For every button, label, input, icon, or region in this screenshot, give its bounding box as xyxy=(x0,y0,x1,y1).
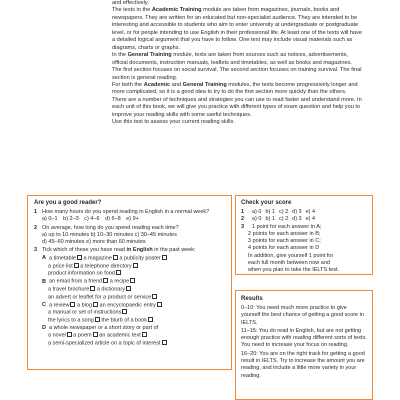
q2-options-line-2[interactable]: d) 45–60 minutes e) more than 60 minutes xyxy=(42,239,146,246)
checkbox[interactable] xyxy=(113,255,118,260)
checkbox[interactable] xyxy=(93,332,98,337)
question-1: 1 How many hours do you spend reading in English in a normal week? a) 0–1 b) 2–3 c) 4–6 d) 6–8 e) 9+ xyxy=(34,209,225,224)
q3-group-c-line-1: C a review a blog an encyclopaedic entry xyxy=(34,302,225,310)
score-line: 3 points for each answer in C; xyxy=(248,238,321,245)
intro-text xyxy=(112,0,362,127)
score-box xyxy=(235,195,373,275)
results-box xyxy=(235,290,373,400)
q3-group-b-line-1: B an email from a friend a recipe xyxy=(34,278,225,286)
intro-paragraph-4: There are a number of techniques and strategies you can use to read faster and understand more. In each unit of this book, we will give you practice with different types of exam question and help you to improve your reading skills with some useful techniques. xyxy=(112,96,362,118)
checkbox[interactable] xyxy=(162,340,167,345)
checkbox[interactable] xyxy=(157,302,162,307)
intro-paragraph-2: In the General Training module, texts are taken from sources such as notices, advertisements, official documents, instruction manuals, leaflets and timetables, as well as books and magazines. The first section focuses on social survival. The second section focuses on training survival. The final section is general reading. xyxy=(112,52,362,81)
q3-group-d-line-1: D a whole newspaper or a short story or part of xyxy=(42,324,159,331)
score-line: 2 points for each answer in B; xyxy=(248,230,321,237)
score-row-2: 2 a) 0 b) 1 c) 2 d) 3 e) 4 xyxy=(241,216,316,223)
checkbox[interactable] xyxy=(103,278,108,283)
results-title: Results xyxy=(241,296,263,302)
score-line: 4 points for each answer in D xyxy=(248,245,320,252)
checkbox[interactable] xyxy=(133,263,138,268)
checkbox[interactable] xyxy=(116,270,121,275)
checkbox[interactable] xyxy=(162,255,167,260)
group-label-c: C xyxy=(42,302,46,309)
question-2: 2 On average, how long do you spend reading each time? a) up to 10 minutes b) 10–30 minutes c) 30–45 minutes d) 45–60 minutes e) more than 60 minutes xyxy=(34,225,225,247)
q1-option-e[interactable]: e) 9+ xyxy=(126,216,139,223)
quiz-box xyxy=(27,195,232,370)
intro-paragraph-1: The texts in the Academic Training module are taken from magazines, journals, books and newspapers. They are written for an educated but non-specialist audience. They are intended to be interesting and accessible to students who aim to enter university at undergraduate or postgraduate level, or for people intending to use English in their professional life. At least one of the texts will have a detailed logical argument that you have to follow. One text may include visual materials such as diagrams, charts or graphs. xyxy=(112,7,363,51)
q3-group-a-line-3: product information on food xyxy=(34,270,225,278)
score-row-3: 3 1 point for each answer in A; xyxy=(241,223,322,230)
intro-line-0: and effectively. xyxy=(112,0,149,6)
intro-paragraph-5: Use this test to assess your current reading skills. xyxy=(112,119,235,126)
q3-group-a-line-2: a price list a telephone directory xyxy=(34,263,225,271)
checkbox[interactable] xyxy=(70,302,75,307)
q1-option-b[interactable]: b) 2–3 xyxy=(63,216,79,223)
checkbox[interactable] xyxy=(67,332,72,337)
checkbox[interactable] xyxy=(74,263,79,268)
q3-group-d-line-2: a novel a poem an academic text xyxy=(34,332,225,340)
checkbox[interactable] xyxy=(130,278,135,283)
group-label-a: A xyxy=(42,255,46,262)
checkbox[interactable] xyxy=(77,255,82,260)
score-line: In addition, give yourself 1 point for xyxy=(248,252,334,259)
checkbox[interactable] xyxy=(148,317,153,322)
question-1-options xyxy=(34,216,225,223)
result-0-10: 0–10: You need much more practice to give yourself the best chance of getting a good score in IELTS. xyxy=(241,305,364,326)
q3-group-c-line-3: the lyrics to a song the blurb of a book xyxy=(34,317,225,325)
q1-option-d[interactable]: d) 6–8 xyxy=(105,216,121,223)
group-label-b: B xyxy=(42,278,46,285)
result-11-15: 11–15: You do read in English, but are not getting enough practice with reading different sorts of texts. You need to increase your focus on reading. xyxy=(241,327,367,349)
q1-option-a[interactable]: a) 0–1 xyxy=(42,216,58,223)
score-line: each full month between now and xyxy=(248,260,330,267)
quiz-title: Are you a good reader? xyxy=(34,200,102,206)
q3-group-b-line-2: a travel brochure a dictionary xyxy=(34,286,225,294)
q2-options-line-1[interactable]: a) up to 10 minutes b) 10–30 minutes c) 30–45 minutes xyxy=(42,231,177,238)
checkbox[interactable] xyxy=(152,294,157,299)
result-16-20: 16–20: You are on the right track for getting a good result in IELTS. Try to increase the amount you are reading, and include a little more variety in your reading. xyxy=(241,350,365,379)
q3-group-a-line-1: A a timetable a magazine a publicity poster xyxy=(34,255,225,263)
intro-paragraph-3: For both the Academic and General Training modules, the texts become progressively longer and more complicated, so it is a good idea to try to do the first section more quickly than the others. xyxy=(112,81,358,96)
score-title: Check your score xyxy=(241,200,292,206)
checkbox[interactable] xyxy=(122,309,127,314)
q3-group-d-line-3: a semi-specialized article on a topic of interest xyxy=(34,340,225,348)
checkbox[interactable] xyxy=(126,286,131,291)
q3-group-b-line-3: an advert or leaflet for a product or service xyxy=(34,294,225,302)
score-line: when you plan to take the IELTS test. xyxy=(248,267,340,274)
checkbox[interactable] xyxy=(95,317,100,322)
question-3: 3 Tick which of these you have read in English in the past week: A a timetable a magazine a publicity poster a price list a telephone directory product information on food B an email from a friend a recipe a travel brochure a dictionary an advert or leaflet for a product or service C a review a blog an encyclopaedic entry a manual or set of instructions the lyrics to a song the blurb of a book D a whole newspaper or a short story or part of a novel a poem an academic text a semi-specialized article on a topic of interest xyxy=(34,247,225,347)
q3-group-c-line-2: a manual or set of instructions xyxy=(34,309,225,317)
q1-option-c[interactable]: c) 4–6 xyxy=(84,216,100,223)
checkbox[interactable] xyxy=(90,286,95,291)
group-label-d: D xyxy=(42,324,46,331)
checkbox[interactable] xyxy=(93,302,98,307)
score-row-1: 1 a) 0 b) 1 c) 2 d) 3 e) 4 xyxy=(241,209,316,215)
checkbox[interactable] xyxy=(142,332,147,337)
